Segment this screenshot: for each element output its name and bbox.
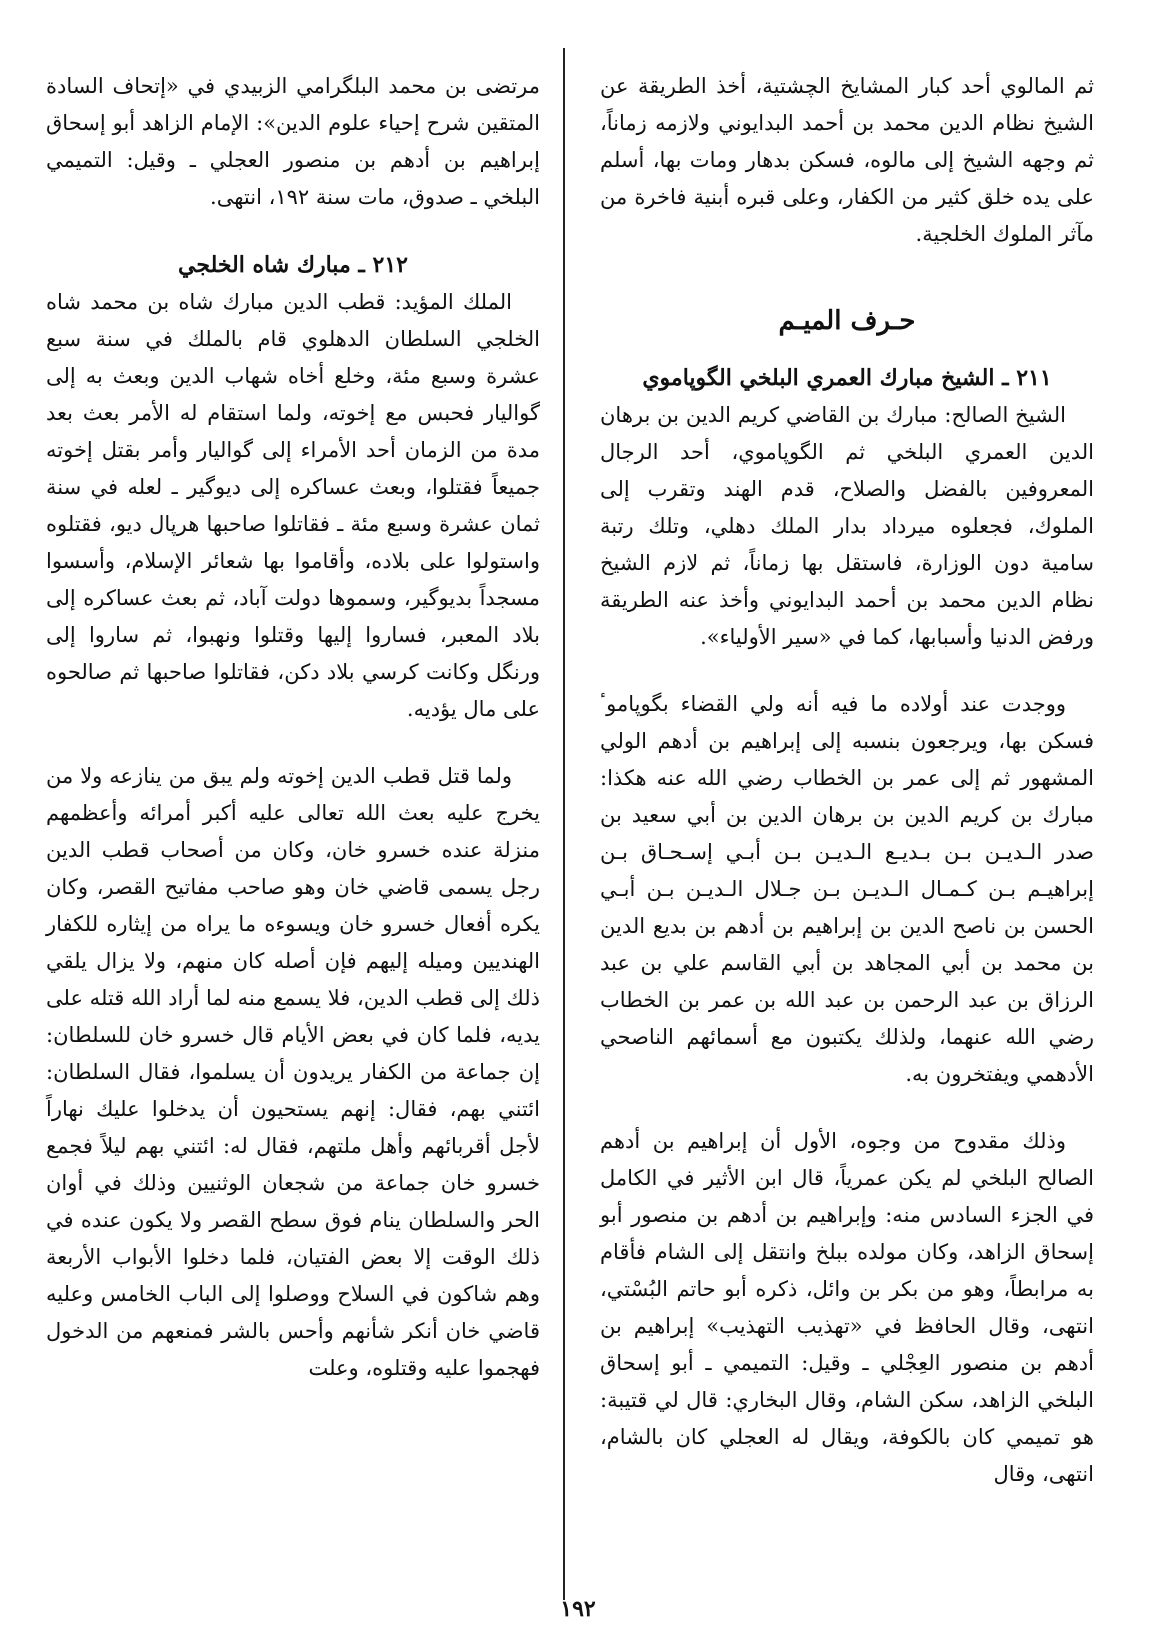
paragraph-continuation-left: مرتضى بن محمد البلگرامي الزبيدي في «إتحاف السادة المتقين شرح إحياء علوم الدين»: الإمام الزاهد أبو إسحاق إبراهيم بن أدهم بن منصور العجلي ـ وقيل: التميمي البلخي ـ صدوق، مات سنة ١٩٢، انتهى. — [46, 74, 540, 209]
entry-212-title: ٢١٢ ـ مبارك شاه الخلجي — [178, 252, 408, 278]
paragraph-continuation: ثم المالوي أحد كبار المشايخ الچشتية، أخذ الطريقة عن الشيخ نظام الدين محمد بن أحمد البدايوني ولازمه زماناً، ثم وجهه الشيخ إلى مالوه، فسكن بدهار ومات بها، أسلم على يده خلق كثير من الكفار، وعلى قبره أبنية فاخرة من مآثر الملوك الخلجية. — [600, 74, 1094, 246]
entry-211-title: ٢١١ ـ الشيخ مبارك العمري البلخي الگوپاموي — [642, 365, 1052, 391]
entry-211-paragraph-3: وذلك مقدوح من وجوه، الأول أن إبراهيم بن أدهم الصالح البلخي لم يكن عمرياً، قال ابن الأثير في الكامل في الجزء السادس منه: وإبراهيم بن أدهم بن منصور أبو إسحاق الزاهد، وكان مولده ببلخ وانتقل إلى الشام فأقام به مرابطاً، وهو من بكر بن وائل، ذكره أبو حاتم البُسْتي، انتهى، وقال الحافظ في «تهذيب التهذيب» إبراهيم بن أدهم بن منصور العِجْلي ـ وقيل: التميمي ـ أبو إسحاق البلخي الزاهد، سكن الشام، وقال البخاري: قال لي قتيبة: هو تميمي كان بالكوفة، ويقال له العجلي كان بالشام، انتهى، وقال — [600, 1129, 1094, 1486]
entry-211-paragraph-1: الشيخ الصالح: مبارك بن القاضي كريم الدين بن برهان الدين العمري البلخي ثم الگوپاموي، أحد الرجال المعروفين بالفضل والصلاح، قدم الهند وتقرب إلى الملوك، فجعلوه ميرداد بدار الملك دهلي، وتلك رتبة سامية دون الوزارة، فاستقل بها زماناً، ثم لازم الشيخ نظام الدين محمد بن أحمد البدايوني وأخذ عنه الطريقة ورفض الدنيا وأسبابها، كما في «سير الأولياء». — [600, 403, 1094, 649]
column-divider — [563, 48, 565, 1600]
page-number: ١٩٢ — [560, 1596, 596, 1622]
left-column — [46, 68, 540, 1387]
section-heading-letter-mim: حـرف الميـم — [778, 306, 916, 336]
entry-211-paragraph-2: ووجدت عند أولاده ما فيه أنه ولي القضاء بگوپاموٴ فسكن بها، ويرجعون بنسبه إلى إبراهيم بن أدهم الولي المشهور ثم إلى عمر بن الخطاب رضي الله عنه هكذا: مبارك بن كريم الدين بن برهان الدين بن أبي سعيد بن صدر الـديـن بـن بـديـع الـديـن بـن أبـي إسـحـاق بـن إبراهيـم بـن كـمـال الـديـن بـن جـلال الـديـن بـن أبـي الحسن بن ناصح الدين بن إبراهيم بن أدهم بن بديع الدين بن محمد بن أبي المجاهد بن أبي القاسم علي بن عبد الرزاق بن عبد الرحمن بن عبد الله بن عمر بن الخطاب رضي الله عنهما، ولذلك يكتبون مع أسمائهم الناصحي الأدهمي ويفتخرون به. — [600, 692, 1094, 1086]
right-column — [600, 68, 1094, 1493]
entry-212-paragraph-2: ولما قتل قطب الدين إخوته ولم يبق من ينازعه ولا من يخرج عليه بعث الله تعالى عليه أكبر أمرائه وأعظمهم منزلة عنده خسرو خان، وكان من أصحاب قطب الدين رجل يسمى قاضي خان وهو صاحب مفاتيح القصر، وكان يكره أفعال خسرو خان ويسوءه ما يراه من إيثاره للكفار الهنديين وميله إليهم فإن أصله كان منهم، ولا يزال يلقي ذلك إلى قطب الدين، فلا يسمع منه لما أراد الله قتله على يديه، فلما كان في بعض الأيام قال خسرو خان للسلطان: إن جماعة من الكفار يريدون أن يسلموا، فقال السلطان: ائتني بهم، فقال: إنهم يستحيون أن يدخلوا عليك نهاراً لأجل أقربائهم وأهل ملتهم، فقال له: ائتني بهم ليلاً فجمع خسرو خان جماعة من شجعان الوثنيين وذلك في أوان الحر والسلطان ينام فوق سطح القصر ولا يكون عنده في ذلك الوقت إلا بعض الفتيان، فلما دخلوا الأبواب الأربعة وهم شاكون في السلاح ووصلوا إلى الباب الخامس وعليه قاضي خان أنكر شأنهم وأحس بالشر فمنعهم من الدخول فهجموا عليه وقتلوه، وعلت — [46, 764, 540, 1380]
entry-212-paragraph-1: الملك المؤيد: قطب الدين مبارك شاه بن محمد شاه الخلجي السلطان الدهلوي قام بالملك في سنة سبع عشرة وسبع مئة، وخلع أخاه شهاب الدين وبعث به إلى گواليار فحبس مع إخوته، ولما استقام له الأمر بعث بعد مدة من الزمان أحد الأمراء إلى گواليار وأمر بقتل إخوته جميعاً فقتلوا، وبعث عساكره إلى ديوگير ـ لعله في سنة ثمان عشرة وسبع مئة ـ فقاتلوا صاحبها هرپال ديو، فقتلوه واستولوا على بلاده، وأقاموا بها شعائر الإسلام، وأسسوا مسجداً بديوگير، وسموها دولت آباد، ثم بعث عساكره إلى بلاد المعبر، فساروا إليها وقتلوا ونهبوا، ثم ساروا إلى ورنگل وكانت كرسي بلاد دكن، فقاتلوا صاحبها ثم صالحوه على مال يؤديه. — [46, 290, 540, 721]
